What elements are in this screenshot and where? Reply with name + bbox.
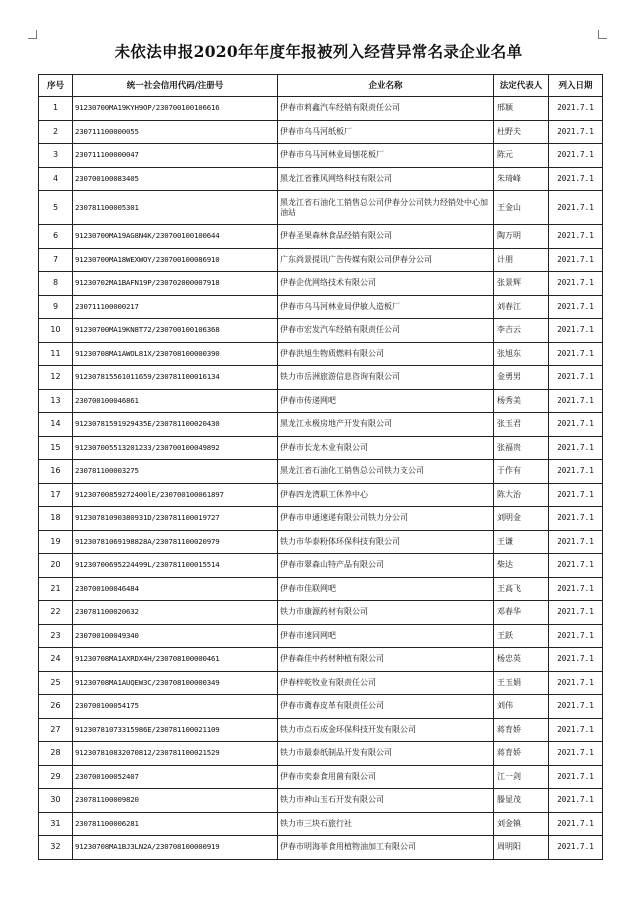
- row-serial: 8: [39, 272, 73, 296]
- row-serial: 21: [39, 577, 73, 601]
- table-row: [39, 554, 603, 578]
- row-credit-code: 91230700MA19KN8T72/230700100106368: [73, 319, 278, 343]
- row-serial: 16: [39, 460, 73, 484]
- row-listing-date: 2021.7.1: [549, 507, 603, 531]
- table-row: [39, 272, 603, 296]
- row-legal-rep: 邓春华: [494, 601, 549, 625]
- row-serial: 5: [39, 191, 73, 225]
- row-legal-rep: 刘春江: [494, 295, 549, 319]
- row-listing-date: 2021.7.1: [549, 554, 603, 578]
- row-credit-code: 91230708MA1AUQEW3C/230708100000349: [73, 671, 278, 695]
- row-listing-date: 2021.7.1: [549, 191, 603, 225]
- row-credit-code: 912307810832070812/230781100021529: [73, 742, 278, 766]
- table-row: [39, 389, 603, 413]
- row-listing-date: 2021.7.1: [549, 120, 603, 144]
- row-credit-code: 230700100054175: [73, 695, 278, 719]
- row-listing-date: 2021.7.1: [549, 765, 603, 789]
- row-company-name: 铁力市康源药材有限公司: [278, 601, 494, 625]
- table-row: [39, 836, 603, 860]
- row-company-name: 伊春市奕泰食用菌有限公司: [278, 765, 494, 789]
- table-row: [39, 624, 603, 648]
- row-serial: 23: [39, 624, 73, 648]
- row-legal-rep: 王玉娟: [494, 671, 549, 695]
- row-legal-rep: 杨忠英: [494, 648, 549, 672]
- row-company-name: 铁力市华泰粉体环保科技有限公司: [278, 530, 494, 554]
- row-company-name: 伊春市明海菲食用植物油加工有限公司: [278, 836, 494, 860]
- row-company-name: 伊春四龙湾职工休养中心: [278, 483, 494, 507]
- row-legal-rep: 周明阳: [494, 836, 549, 860]
- document-title: 未依法申报2020年年度年报被列入经营异常名录企业名单: [114, 42, 523, 61]
- table-row: [39, 812, 603, 836]
- row-serial: 6: [39, 225, 73, 249]
- row-legal-rep: 朱琦峰: [494, 167, 549, 191]
- row-credit-code: 91230781591929435E/230781100020430: [73, 413, 278, 437]
- row-listing-date: 2021.7.1: [549, 389, 603, 413]
- row-listing-date: 2021.7.1: [549, 248, 603, 272]
- row-credit-code: 91230702MA1BAFN19P/230702000007918: [73, 272, 278, 296]
- row-credit-code: 91230781069198828A/230781100020979: [73, 530, 278, 554]
- row-legal-rep: 柴达: [494, 554, 549, 578]
- row-credit-code: 230711100000055: [73, 120, 278, 144]
- row-serial: 2: [39, 120, 73, 144]
- row-credit-code: 91230700MA19AG8N4K/230700100100644: [73, 225, 278, 249]
- row-credit-code: 912307815561011659/230781100016134: [73, 366, 278, 390]
- table-row: [39, 530, 603, 554]
- header-serial: 序号: [39, 75, 73, 97]
- row-legal-rep: 刘明金: [494, 507, 549, 531]
- enterprise-table: [38, 74, 603, 860]
- row-company-name: 伊春市宏发汽车经销有限责任公司: [278, 319, 494, 343]
- row-credit-code: 230700100083405: [73, 167, 278, 191]
- row-serial: 7: [39, 248, 73, 272]
- row-listing-date: 2021.7.1: [549, 695, 603, 719]
- row-company-name: 伊春市冀春皮革有限责任公司: [278, 695, 494, 719]
- table-row: [39, 483, 603, 507]
- row-company-name: 伊春市传递网吧: [278, 389, 494, 413]
- row-legal-rep: 李吉云: [494, 319, 549, 343]
- row-serial: 1: [39, 97, 73, 121]
- row-legal-rep: 张旭东: [494, 342, 549, 366]
- row-company-name: 伊春市乌马河林业局伊敏人造板厂: [278, 295, 494, 319]
- row-company-name: 伊春市长龙木业有限公司: [278, 436, 494, 460]
- row-serial: 13: [39, 389, 73, 413]
- row-legal-rep: 张玉君: [494, 413, 549, 437]
- row-listing-date: 2021.7.1: [549, 742, 603, 766]
- row-listing-date: 2021.7.1: [549, 167, 603, 191]
- row-credit-code: 230711100000047: [73, 144, 278, 168]
- row-credit-code: 230781100020632: [73, 601, 278, 625]
- row-serial: 30: [39, 789, 73, 813]
- row-company-name: 铁力市神山玉石开发有限公司: [278, 789, 494, 813]
- row-credit-code: 230781100003275: [73, 460, 278, 484]
- table-row: [39, 577, 603, 601]
- row-serial: 17: [39, 483, 73, 507]
- row-credit-code: 230700100046484: [73, 577, 278, 601]
- row-credit-code: 91230708MA1BJ3LN2A/230708100000919: [73, 836, 278, 860]
- row-legal-rep: 于作有: [494, 460, 549, 484]
- row-listing-date: 2021.7.1: [549, 413, 603, 437]
- row-serial: 27: [39, 718, 73, 742]
- table-row: [39, 648, 603, 672]
- row-listing-date: 2021.7.1: [549, 789, 603, 813]
- row-credit-code: 230781100006281: [73, 812, 278, 836]
- row-company-name: 伊春市翠森山特产品有限公司: [278, 554, 494, 578]
- row-legal-rep: 陈元: [494, 144, 549, 168]
- table-row: [39, 248, 603, 272]
- row-company-name: 伊春企优网络技术有限公司: [278, 272, 494, 296]
- table-row: [39, 225, 603, 249]
- row-company-name: 伊春圣果森林食品经销有限公司: [278, 225, 494, 249]
- table-row: [39, 366, 603, 390]
- row-serial: 15: [39, 436, 73, 460]
- row-listing-date: 2021.7.1: [549, 671, 603, 695]
- row-listing-date: 2021.7.1: [549, 342, 603, 366]
- header-listing-date: 列入日期: [549, 75, 603, 97]
- row-legal-rep: 张福贵: [494, 436, 549, 460]
- row-company-name: 黑龙江省石油化工销售总公司伊春分公司铁力经销处中心加油站: [278, 191, 494, 225]
- row-serial: 29: [39, 765, 73, 789]
- row-credit-code: 230700100049340: [73, 624, 278, 648]
- table-row: [39, 342, 603, 366]
- table-row: [39, 319, 603, 343]
- row-listing-date: 2021.7.1: [549, 436, 603, 460]
- row-company-name: 黑龙江省雅风网络科技有限公司: [278, 167, 494, 191]
- row-legal-rep: 杨秀美: [494, 389, 549, 413]
- row-company-name: 伊春洪旭生物质燃料有限公司: [278, 342, 494, 366]
- row-listing-date: 2021.7.1: [549, 577, 603, 601]
- table-row: [39, 789, 603, 813]
- row-company-name: 伊春市乌马河林业局刨花板厂: [278, 144, 494, 168]
- table-row: [39, 191, 603, 225]
- row-credit-code: 230711100000217: [73, 295, 278, 319]
- row-serial: 26: [39, 695, 73, 719]
- row-credit-code: 91230700MA18WEXWOY/230700100086910: [73, 248, 278, 272]
- row-credit-code: 230781100005301: [73, 191, 278, 225]
- row-legal-rep: 邢颖: [494, 97, 549, 121]
- row-serial: 32: [39, 836, 73, 860]
- row-serial: 28: [39, 742, 73, 766]
- row-company-name: 黑龙江省石油化工销售总公司铁力支公司: [278, 460, 494, 484]
- row-company-name: 铁力市岳洲旅游信息咨询有限公司: [278, 366, 494, 390]
- row-company-name: 伊春市速同网吧: [278, 624, 494, 648]
- row-serial: 19: [39, 530, 73, 554]
- row-legal-rep: 计朋: [494, 248, 549, 272]
- row-credit-code: 91230781073315986E/230781100021109: [73, 718, 278, 742]
- table-row: [39, 120, 603, 144]
- row-company-name: 广东尚景提讯广告传媒有限公司伊春分公司: [278, 248, 494, 272]
- row-company-name: 伊春市申通速递有限公司铁力分公司: [278, 507, 494, 531]
- row-listing-date: 2021.7.1: [549, 836, 603, 860]
- header-legal-rep: 法定代表人: [494, 75, 549, 97]
- table-header-row: [39, 75, 603, 97]
- row-legal-rep: 陶万明: [494, 225, 549, 249]
- table-row: [39, 144, 603, 168]
- table-row: [39, 695, 603, 719]
- row-legal-rep: 金勇男: [494, 366, 549, 390]
- row-credit-code: 230700100052407: [73, 765, 278, 789]
- row-listing-date: 2021.7.1: [549, 295, 603, 319]
- row-serial: 25: [39, 671, 73, 695]
- row-credit-code: 91230700695224499L/230781100015514: [73, 554, 278, 578]
- row-legal-rep: 蒋育娇: [494, 718, 549, 742]
- row-company-name: 伊春市莉鑫汽车经销有限责任公司: [278, 97, 494, 121]
- table-body: [39, 97, 603, 860]
- row-serial: 22: [39, 601, 73, 625]
- header-company-name: 企业名称: [278, 75, 494, 97]
- row-legal-rep: 王高飞: [494, 577, 549, 601]
- row-company-name: 铁力市点石成金环保科技开发有限公司: [278, 718, 494, 742]
- row-listing-date: 2021.7.1: [549, 366, 603, 390]
- table-row: [39, 671, 603, 695]
- row-legal-rep: 刘金镇: [494, 812, 549, 836]
- row-serial: 20: [39, 554, 73, 578]
- row-listing-date: 2021.7.1: [549, 601, 603, 625]
- row-serial: 11: [39, 342, 73, 366]
- row-serial: 24: [39, 648, 73, 672]
- row-listing-date: 2021.7.1: [549, 319, 603, 343]
- row-legal-rep: 刘伟: [494, 695, 549, 719]
- row-serial: 18: [39, 507, 73, 531]
- row-listing-date: 2021.7.1: [549, 483, 603, 507]
- row-credit-code: 912307810903809З1D/230781100019727: [73, 507, 278, 531]
- table-row: [39, 436, 603, 460]
- row-serial: 14: [39, 413, 73, 437]
- table-row: [39, 765, 603, 789]
- row-company-name: 伊春梓乾牧业有限责任公司: [278, 671, 494, 695]
- row-legal-rep: 蒋育娇: [494, 742, 549, 766]
- row-listing-date: 2021.7.1: [549, 97, 603, 121]
- row-listing-date: 2021.7.1: [549, 272, 603, 296]
- row-listing-date: 2021.7.1: [549, 624, 603, 648]
- row-company-name: 黑龙江永极房地产开发有限公司: [278, 413, 494, 437]
- row-legal-rep: 王跃: [494, 624, 549, 648]
- row-credit-code: 230781100009820: [73, 789, 278, 813]
- row-serial: 4: [39, 167, 73, 191]
- row-listing-date: 2021.7.1: [549, 144, 603, 168]
- table-row: [39, 413, 603, 437]
- row-credit-code: 91230708MA1AXRDX4H/230708100000461: [73, 648, 278, 672]
- row-listing-date: 2021.7.1: [549, 718, 603, 742]
- table-row: [39, 742, 603, 766]
- row-credit-code: 91230700859272400lE/230700100061897: [73, 483, 278, 507]
- row-listing-date: 2021.7.1: [549, 648, 603, 672]
- row-credit-code: 91230700551320123З/230700100049892: [73, 436, 278, 460]
- row-legal-rep: 杜野夫: [494, 120, 549, 144]
- row-serial: 9: [39, 295, 73, 319]
- crop-mark-right: [598, 30, 607, 39]
- row-company-name: 铁力市最泰纸制品开发有限公司: [278, 742, 494, 766]
- row-serial: 3: [39, 144, 73, 168]
- row-legal-rep: 张景辉: [494, 272, 549, 296]
- table-row: [39, 718, 603, 742]
- row-company-name: 伊春森佳中药材种植有限公司: [278, 648, 494, 672]
- row-credit-code: 91230700MA19KYH9OP/230700100106616: [73, 97, 278, 121]
- header-credit-code: 统一社会信用代码/注册号: [73, 75, 278, 97]
- table-row: [39, 601, 603, 625]
- row-listing-date: 2021.7.1: [549, 225, 603, 249]
- table-row: [39, 295, 603, 319]
- row-company-name: 伊春市乌马河纸板厂: [278, 120, 494, 144]
- table-row: [39, 167, 603, 191]
- row-credit-code: 91230708MA1AWOL81X/230708100000390: [73, 342, 278, 366]
- table-row: [39, 97, 603, 121]
- row-legal-rep: 陈大治: [494, 483, 549, 507]
- row-company-name: 铁力市三块石旅行社: [278, 812, 494, 836]
- row-listing-date: 2021.7.1: [549, 530, 603, 554]
- table-row: [39, 507, 603, 531]
- row-serial: 10: [39, 319, 73, 343]
- row-serial: 12: [39, 366, 73, 390]
- row-legal-rep: 王金山: [494, 191, 549, 225]
- row-credit-code: 230700100046861: [73, 389, 278, 413]
- row-company-name: 伊春市佳联网吧: [278, 577, 494, 601]
- row-legal-rep: 王谦: [494, 530, 549, 554]
- row-legal-rep: 江一剑: [494, 765, 549, 789]
- crop-mark-left: [28, 30, 37, 39]
- table-row: [39, 460, 603, 484]
- row-serial: 31: [39, 812, 73, 836]
- row-legal-rep: 滕显茂: [494, 789, 549, 813]
- row-listing-date: 2021.7.1: [549, 460, 603, 484]
- row-listing-date: 2021.7.1: [549, 812, 603, 836]
